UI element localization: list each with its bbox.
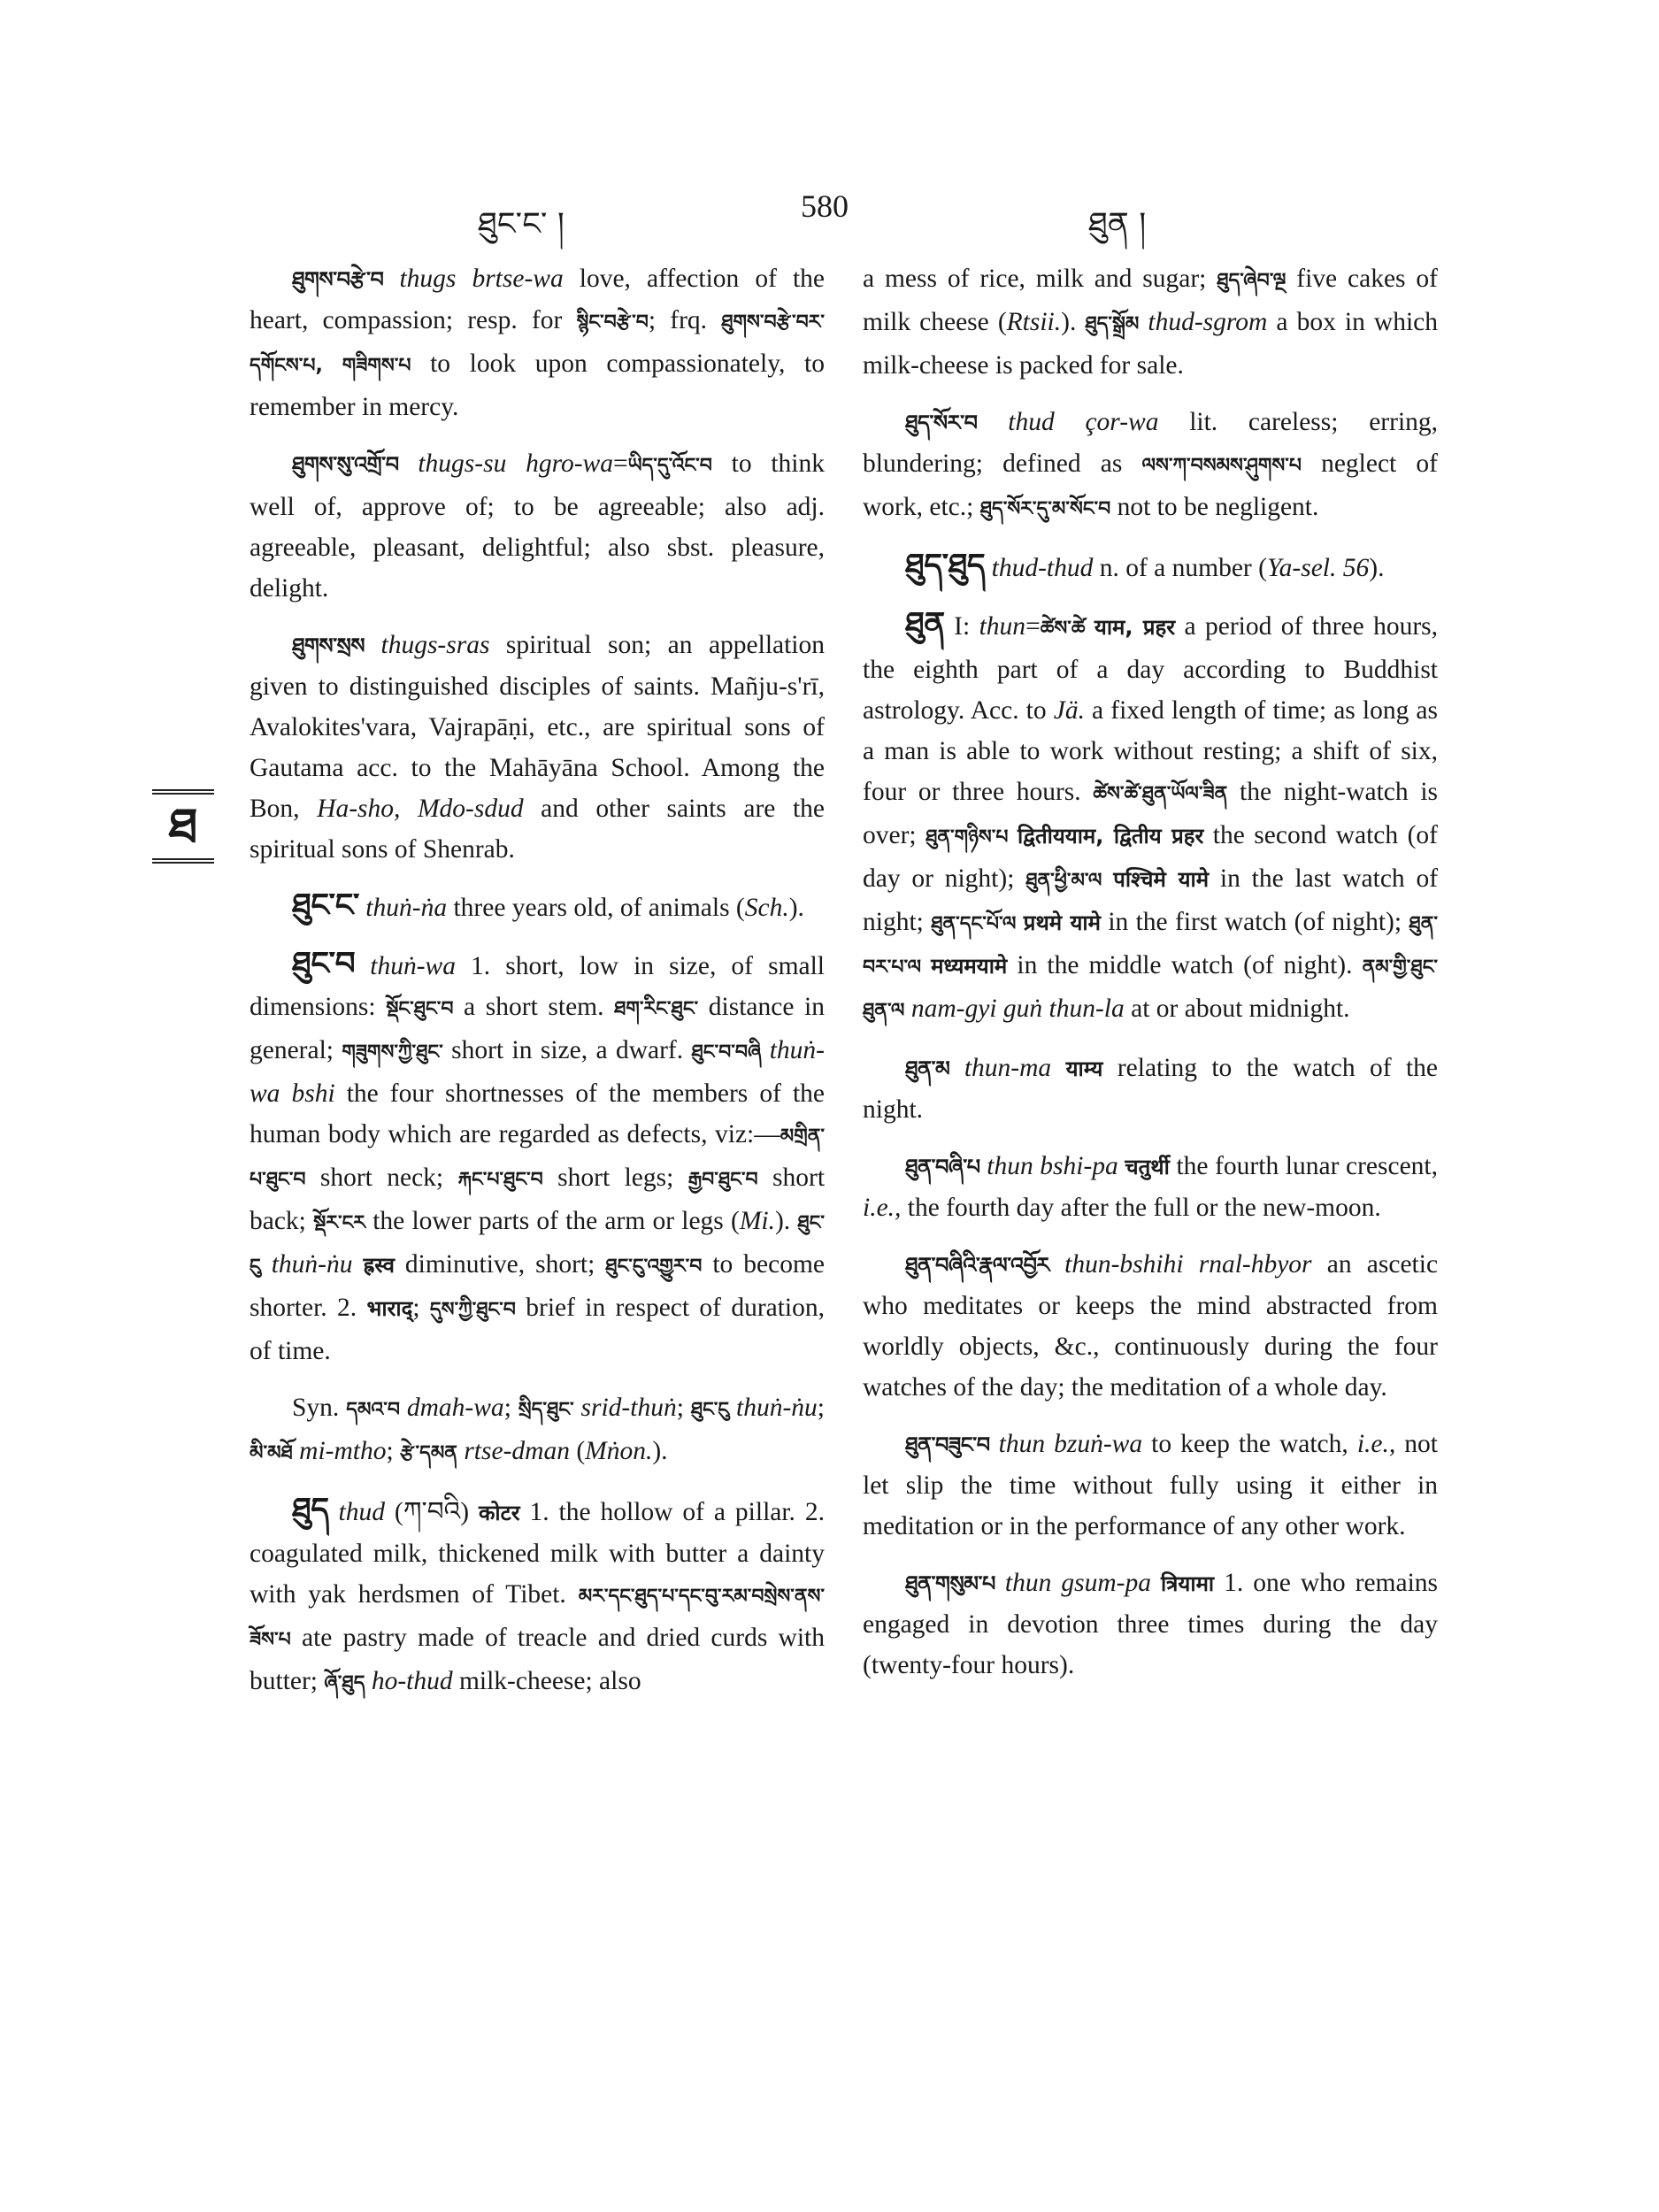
source-ref: Jä. bbox=[1053, 696, 1085, 725]
definition: the night-watch is over; bbox=[863, 778, 1439, 849]
tibetan-text: ཚེས་ཚེ bbox=[1040, 618, 1086, 640]
tibetan-text: ཐུད་སྒྲོམ bbox=[1085, 313, 1140, 335]
definition: 1. the hollow of a pillar. 2. coagulated milk, thickened milk with butter a dainty with yak herdsmen of Tibet. bbox=[250, 1498, 825, 1609]
definition: to become shorter. 2. bbox=[250, 1250, 825, 1322]
definition: not to be negligent. bbox=[1110, 493, 1319, 521]
header-left-headword: ཐུང་ང་ ། bbox=[478, 206, 565, 242]
entry-thung-wa bbox=[250, 944, 825, 1371]
definition: neglect of work, etc.; bbox=[863, 449, 1438, 521]
definition: the lower parts of the arm or legs ( bbox=[365, 1207, 740, 1235]
transliteration: thun bbox=[979, 612, 1026, 641]
right-column bbox=[863, 258, 1438, 1701]
headword: ཐུན་མ bbox=[905, 1056, 950, 1081]
definition: short legs; bbox=[542, 1164, 688, 1192]
definition: in the first watch (of night); bbox=[1100, 908, 1409, 936]
definition: ). bbox=[1369, 554, 1385, 582]
definition: 1. one who remains engaged in devotion three times during the day (twenty-four hours). bbox=[863, 1569, 1439, 1679]
transliteration: srid-thuṅ bbox=[580, 1394, 677, 1422]
definition: ; bbox=[412, 1294, 430, 1322]
entry-thugs-sras bbox=[250, 625, 825, 870]
source-ref: Ya-sel. 56 bbox=[1266, 554, 1370, 582]
entry-thud-cor-wa bbox=[863, 402, 1438, 530]
definition: not let slip the time without fully using it either in meditation or in the performance of any other work. bbox=[863, 1430, 1438, 1540]
sanskrit-text: चतुर्थी bbox=[1125, 1155, 1170, 1179]
definition: in the last watch of night; bbox=[863, 864, 1439, 936]
tibetan-text: དམའ་བ bbox=[346, 1399, 400, 1421]
tibetan-text: རྐང་པ་ཐུང་བ bbox=[457, 1169, 543, 1191]
headword: ཐུང་ང་ bbox=[292, 887, 359, 924]
definition: ). bbox=[774, 1207, 798, 1235]
headword: ཐུད་ཐུད bbox=[905, 548, 986, 584]
left-column bbox=[250, 258, 825, 1720]
definition: in the middle watch (of night). bbox=[1007, 951, 1363, 979]
entry-thugs-su-hgro-wa bbox=[250, 443, 825, 609]
entry-thugs-brtse-wa bbox=[250, 258, 825, 427]
entry-thun bbox=[863, 604, 1438, 1032]
tibetan-text: ཐུགས་བརྩེ་བར་དགོངས་པ, གཟིགས་པ bbox=[250, 311, 825, 377]
proper-names: Ha-sho, Mdo-sdud bbox=[317, 795, 524, 823]
definition: distance in general; bbox=[250, 993, 826, 1064]
syn-label: Syn. bbox=[292, 1394, 340, 1422]
definition: the fourth lunar crescent, bbox=[1169, 1152, 1438, 1180]
sanskrit-text: त्रियामा bbox=[1160, 1571, 1215, 1596]
definition: three years old, of animals ( bbox=[453, 894, 745, 922]
definition: diminutive, short; bbox=[394, 1250, 606, 1279]
entry-thun-bshihi-rnal-hbyor bbox=[863, 1244, 1438, 1408]
abbreviation: i.e., bbox=[1356, 1430, 1396, 1458]
page-number: 580 bbox=[801, 188, 849, 224]
tibetan-text: ནམ་གྱི་ཐུང་ཐུན་ལ bbox=[863, 956, 1439, 1022]
definition: at or about midnight. bbox=[1124, 995, 1350, 1023]
sanskrit-text: मध्यमयामे bbox=[931, 954, 1008, 979]
entry-thud-thud bbox=[863, 546, 1438, 588]
tibetan-text: མར་དང་ཐུད་པ་དང་བུ་རམ་བསྲེས་ནས་ཟོས་པ bbox=[250, 1586, 825, 1651]
tibetan-text: སྡོར་ངར bbox=[313, 1212, 366, 1234]
sanskrit-text: याम, प्रहर bbox=[1094, 615, 1176, 640]
definition: a mess of rice, milk and sugar; bbox=[863, 265, 1217, 293]
transliteration: thuṅ-wa bbox=[370, 952, 456, 980]
tibetan-text: ཐུན་ཕྱི་མ་ལ bbox=[1025, 870, 1102, 892]
entry-thud-continuation bbox=[863, 258, 1438, 386]
tibetan-text: རྒྱབ་ཐུང་བ bbox=[687, 1169, 758, 1191]
entry-synonyms: Syn. དམའ་བ dmah-wa; སྲིད་ཐུང་ srid-thuṅ; ཐུང་ངུ thuṅ-ṅu; མི་མཐོ mi-mtho; རྩེ་དམན rtse-dman (Mṅon.). bbox=[250, 1394, 825, 1465]
definition: ate pastry made of treacle and dried curds with butter; bbox=[250, 1624, 825, 1695]
sanskrit-text: याम्य bbox=[1065, 1056, 1103, 1081]
transliteration: thuṅ-wa bshi bbox=[250, 1036, 826, 1108]
transliteration: thud-thud bbox=[991, 554, 1094, 582]
entry-thun-gsum-pa bbox=[863, 1563, 1438, 1686]
tibetan-text: ཚེས་ཚེ་ཐུན་ཡོལ་ཟིན bbox=[1093, 783, 1228, 805]
sanskrit-text: पश्चिमे यामे bbox=[1113, 867, 1210, 892]
tibetan-text: ཐུན་གཉིས་པ bbox=[926, 826, 1009, 849]
tibetan-text: མགྲིན་པ་ཐུང་བ bbox=[250, 1125, 825, 1191]
definition: = bbox=[1025, 612, 1041, 641]
entry-thud bbox=[250, 1490, 825, 1704]
definition: milk-cheese; also bbox=[452, 1667, 641, 1695]
transliteration: thuṅ-ṅa bbox=[365, 894, 448, 922]
definition: to look upon compassionately, to remember in mercy. bbox=[250, 349, 825, 421]
definition: 1. short, low in size, of small dimensions: bbox=[250, 952, 826, 1021]
headword: ཐུགས་སྲས bbox=[292, 634, 365, 658]
tibetan-text: སྙིང་བརྩེ་བ bbox=[576, 311, 649, 334]
definition: short neck; bbox=[305, 1164, 458, 1192]
definition: spiritual son; an appellation given to distinguished disciples of saints. Mañju-s'rī, Avalokites'vara, Vajrapāṇi, etc., are spiritual sons of Gautama acc. to the Mahāyāna School. Among the Bon, bbox=[250, 631, 826, 823]
sanskrit-text: कोटर bbox=[478, 1501, 520, 1525]
transliteration: thuṅ-ṅu bbox=[271, 1250, 353, 1279]
definition: the second watch (of day or night); bbox=[863, 821, 1438, 893]
tibetan-text: རྩེ་དམན bbox=[400, 1442, 457, 1464]
tibetan-text: ཐུན་དང་པོ་ལ bbox=[931, 913, 1017, 935]
transliteration: nam-gyi guṅ thun-la bbox=[910, 995, 1125, 1023]
transliteration: thun bzuṅ-wa bbox=[998, 1430, 1143, 1458]
tibetan-text: སྲིད་ཐུང་ bbox=[518, 1399, 574, 1421]
definition: a period of three hours, the eighth part of a day according to Buddhist astrology. Acc. to bbox=[863, 612, 1439, 725]
abbreviation: i.e., bbox=[863, 1194, 902, 1222]
definition: the fourth day after the full or the new-moon. bbox=[901, 1194, 1381, 1222]
tibetan-text: སྡོང་ཐུང་བ bbox=[386, 998, 454, 1020]
definition: love, affection of the heart, compassion; resp. for bbox=[250, 265, 825, 334]
transliteration: thugs-sras bbox=[380, 631, 490, 659]
transliteration: thun bshi-pa bbox=[987, 1152, 1118, 1180]
headword: ཐུན་བཟུང་བ bbox=[905, 1432, 990, 1457]
tibetan-text: གཟུགས་ཀྱི་ཐུང་ bbox=[342, 1041, 443, 1064]
sanskrit-text: भाराद् bbox=[366, 1296, 413, 1321]
definition: relating to the watch of the night. bbox=[863, 1054, 1439, 1124]
headword: ཐུགས་བརྩེ་བ bbox=[292, 267, 384, 292]
tibetan-text: ཡིད་དུ་འོང་བ bbox=[627, 455, 712, 477]
headword: ཐུང་བ bbox=[292, 946, 356, 982]
definition: the four shortnesses of the members of the human body which are regarded as defects, viz:— bbox=[250, 1079, 825, 1148]
transliteration: mi-mtho bbox=[299, 1437, 387, 1465]
definition: lit. careless; erring, blundering; defined as bbox=[863, 408, 1439, 478]
transliteration: thun gsum-pa bbox=[1004, 1569, 1151, 1597]
headword: ཐུན bbox=[905, 606, 945, 642]
transliteration: thud çor-wa bbox=[1008, 408, 1159, 436]
transliteration: thun-ma bbox=[964, 1054, 1052, 1082]
headword: ཐུན་བཞི་པ bbox=[905, 1155, 980, 1179]
transliteration: thugs brtse-wa bbox=[399, 265, 564, 293]
headword: ཐུད་སོར་བ bbox=[905, 411, 978, 435]
definition: a box in which milk-cheese is packed for sale. bbox=[863, 308, 1438, 380]
headword: ཐུད bbox=[292, 1492, 329, 1528]
definition: and other saints are the spiritual sons of Shenrab. bbox=[250, 795, 825, 864]
definition: to keep the watch, bbox=[1151, 1430, 1357, 1458]
transliteration: thud bbox=[338, 1498, 385, 1526]
tibetan-text: ཐག་རིང་ཐུང་ bbox=[614, 998, 699, 1020]
entry-thung-nga bbox=[250, 886, 825, 928]
transliteration: ho-thud bbox=[371, 1667, 453, 1695]
tibetan-text: ཐུད་སོར་དུ་མ་སོང་བ bbox=[979, 498, 1111, 520]
definition: (ཀ་བའི) bbox=[394, 1498, 479, 1526]
entry-thun-bzung-wa bbox=[863, 1424, 1438, 1547]
sanskrit-text: द्वितीययाम, द्वितीय प्रहर bbox=[1017, 824, 1204, 849]
definition: ; frq. bbox=[648, 306, 722, 334]
entry-thun-ma bbox=[863, 1048, 1438, 1130]
transliteration: thuṅ-ṅu bbox=[736, 1394, 818, 1422]
definition: to think well of, approve of; to be agreeable; also adj. agreeable, pleasant, delightful; also sbst. pleasure, delight. bbox=[250, 449, 825, 603]
definition: a short stem. bbox=[453, 993, 615, 1021]
tibetan-text: ཐུང་ངུ་འགྱུར་བ bbox=[605, 1256, 703, 1278]
margin-letter-marker: ཐ bbox=[152, 789, 214, 864]
headword: ཐུགས་སུ་འགྲོ་བ bbox=[292, 452, 399, 477]
definition: short back; bbox=[250, 1164, 826, 1235]
tibetan-text: ཐུང་ངུ bbox=[250, 1212, 825, 1278]
source-ref: Mi. bbox=[739, 1207, 775, 1235]
source-ref: Rtsii. bbox=[1006, 308, 1062, 336]
transliteration: thun-bshihi rnal-hbyor bbox=[1064, 1250, 1312, 1279]
sanskrit-text: ह्रस्व bbox=[363, 1253, 395, 1278]
running-header bbox=[0, 188, 1659, 241]
definition: ). bbox=[1061, 308, 1086, 336]
tibetan-text: ཐུང་བ་བཞི bbox=[691, 1041, 762, 1064]
header-right-headword: ཐུན ། bbox=[1088, 206, 1147, 242]
definition: a fixed length of time; as long as a man is able to work without resting; a shift of six, four or three hours. bbox=[863, 696, 1438, 806]
headword: ཐུན་བཞིའི་རྣལ་འབྱོར bbox=[905, 1253, 1049, 1278]
tibetan-text: ཐུན་བར་པ་ལ bbox=[863, 913, 1439, 979]
definition: short in size, a dwarf. bbox=[442, 1036, 692, 1064]
definition: brief in respect of duration, of time. bbox=[250, 1294, 825, 1365]
tibetan-text: ཐུད་ཞེབ་ལྔ bbox=[1217, 270, 1286, 292]
definition: n. of a number ( bbox=[1099, 554, 1267, 582]
entry-thun-bshi-pa bbox=[863, 1146, 1438, 1228]
sanskrit-text: प्रथमे यामे bbox=[1023, 910, 1101, 935]
transliteration: thud-sgrom bbox=[1148, 308, 1268, 336]
transliteration: dmah-wa bbox=[406, 1394, 504, 1422]
tibetan-text: ཞོ་ཐུད bbox=[324, 1672, 365, 1694]
transliteration: rtse-dman bbox=[464, 1437, 570, 1465]
definition: five cakes of milk cheese ( bbox=[863, 265, 1438, 336]
transliteration: thugs-su hgro-wa bbox=[418, 449, 613, 478]
definition: an ascetic who meditates or keeps the mind abstracted from worldly objects, &c., continuously during the four watches of the day; the meditation of a whole day. bbox=[863, 1250, 1439, 1402]
definition: ). bbox=[788, 894, 804, 922]
tibetan-text: ལས་ཀ་བསམས་ཤུགས་པ bbox=[1141, 455, 1302, 477]
numeral: I: bbox=[954, 612, 971, 641]
tibetan-text: དུས་ཀྱི་ཐུང་བ bbox=[429, 1299, 516, 1321]
tibetan-text: མི་མཐོ bbox=[250, 1442, 293, 1464]
tibetan-text: ཐུང་ངུ bbox=[690, 1399, 730, 1421]
source-ref: Mṅon. bbox=[585, 1437, 653, 1465]
source-ref: Sch. bbox=[744, 894, 789, 922]
headword: ཐུན་གསུམ་པ bbox=[905, 1571, 995, 1596]
definition: = bbox=[612, 449, 628, 478]
